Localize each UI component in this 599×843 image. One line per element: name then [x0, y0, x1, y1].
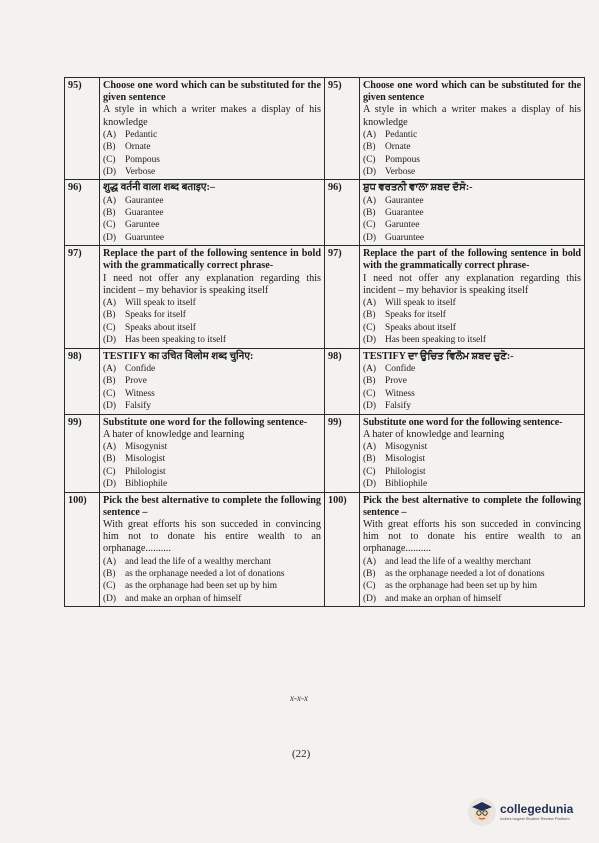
option-text: Garuntee [385, 220, 420, 231]
option-text: Gaurantee [125, 195, 164, 206]
answer-option [363, 400, 581, 412]
option-letter: (C) [363, 581, 376, 592]
option-letter: (A) [103, 129, 117, 140]
answer-option [103, 375, 321, 387]
answer-option [103, 309, 321, 321]
question-stem: A hater of knowledge and learning [363, 428, 505, 440]
option-letter: (C) [363, 322, 376, 333]
question-table [64, 77, 585, 607]
option-letter: (C) [103, 388, 116, 399]
option-text: Pedantic [125, 129, 158, 140]
option-text: Witness [125, 388, 155, 399]
option-text: Confide [125, 363, 156, 374]
option-letter: (C) [103, 322, 116, 333]
answer-option [103, 322, 321, 334]
option-text: as the orphanage needed a lot of donations [125, 568, 285, 579]
answer-option [363, 154, 581, 166]
answer-option [103, 478, 321, 490]
question-number: 97) [65, 246, 100, 348]
answer-option [363, 568, 581, 580]
collegedunia-logo [468, 798, 573, 826]
question-cell [360, 492, 585, 607]
option-text: Prove [125, 376, 147, 387]
question-text: ਸ਼ੁਧ ਵਰਤਨੀ ਵਾਲਾ ਸ਼ਬਦ ਦੱਸੋ:- [363, 182, 473, 194]
option-letter: (B) [103, 208, 116, 219]
question-cell [360, 348, 585, 414]
option-letter: (D) [103, 593, 117, 604]
option-text: Guaruntee [125, 232, 165, 243]
option-text: Verbose [385, 167, 416, 178]
option-text: and make an orphan of himself [125, 593, 242, 604]
answer-option [363, 207, 581, 219]
option-letter: (B) [363, 310, 376, 321]
option-letter: (C) [103, 581, 116, 592]
question-cell [360, 246, 585, 348]
option-text: as the orphanage had been set up by him [125, 581, 278, 592]
question-stem: A style in which a writer makes a display of his knowledge [103, 104, 321, 128]
answer-option [103, 441, 321, 453]
question-cell [100, 246, 325, 348]
question-number: 96) [325, 180, 360, 246]
option-letter: (D) [363, 167, 377, 178]
option-letter: (B) [103, 376, 116, 387]
question-stem: I need not offer any explanation regarding this incident – my behavior is speaking itself [103, 272, 321, 296]
option-letter: (A) [103, 441, 117, 452]
answer-option [363, 166, 581, 178]
answer-option [103, 400, 321, 412]
question-text: Substitute one word for the following sentence- [103, 416, 308, 428]
option-text: Philologist [385, 466, 426, 477]
option-text: Misogynist [125, 441, 168, 452]
option-text: Bibliophile [385, 479, 428, 490]
option-letter: (A) [363, 363, 377, 374]
answer-option [103, 388, 321, 400]
question-number: 99) [65, 414, 100, 492]
answer-option [363, 232, 581, 244]
answer-option [103, 232, 321, 244]
option-text: as the orphanage had been set up by him [385, 581, 538, 592]
question-stem: With great efforts his son succeded in convincing him not to donate his entire wealth to an orphanage.......... [103, 518, 321, 555]
answer-option [103, 580, 321, 592]
answer-option [363, 441, 581, 453]
option-letter: (B) [103, 568, 116, 579]
answer-option [363, 309, 581, 321]
option-text: Garuntee [125, 220, 160, 231]
answer-option [103, 453, 321, 465]
question-cell [100, 180, 325, 246]
question-number: 97) [325, 246, 360, 348]
question-stem: A style in which a writer makes a display of his knowledge [363, 104, 581, 128]
option-letter: (A) [363, 195, 377, 206]
answer-option [363, 322, 581, 334]
option-text: Confide [385, 363, 416, 374]
option-letter: (B) [103, 454, 116, 465]
answer-option [103, 166, 321, 178]
option-text: Has been speaking to itself [125, 335, 227, 346]
option-letter: (A) [103, 298, 117, 309]
answer-option [363, 580, 581, 592]
option-text: Falsify [125, 401, 152, 412]
option-letter: (D) [103, 232, 117, 243]
option-text: Speaks for itself [385, 310, 446, 321]
answer-option [103, 219, 321, 231]
option-text: Prove [385, 376, 407, 387]
option-letter: (C) [363, 466, 376, 477]
option-letter: (D) [103, 167, 117, 178]
option-letter: (B) [363, 142, 376, 153]
question-number: 100) [65, 492, 100, 607]
answer-option [103, 466, 321, 478]
question-row [65, 246, 585, 348]
option-letter: (A) [363, 129, 377, 140]
question-text: TESTIFY ਦਾ ਉਚਿਤ ਵਿਲੋਮ ਸ਼ਬਦ ਚੁਣੋ:- [363, 350, 514, 362]
option-text: and make an orphan of himself [385, 593, 502, 604]
option-text: Misologist [125, 454, 166, 465]
option-text: Philologist [125, 466, 166, 477]
question-text: TESTIFY का उचित विलोम शब्द चुनिए: [103, 350, 254, 362]
question-number: 95) [325, 78, 360, 180]
answer-option [363, 375, 581, 387]
answer-option [363, 466, 581, 478]
answer-option [363, 219, 581, 231]
option-letter: (D) [103, 479, 117, 490]
option-text: Speaks about itself [125, 322, 196, 333]
answer-option [103, 154, 321, 166]
answer-option [363, 129, 581, 141]
answer-option [103, 556, 321, 568]
option-text: Ornate [385, 142, 411, 153]
answer-option [363, 334, 581, 346]
question-stem: I need not offer any explanation regarding this incident – my behavior is speaking itself [363, 272, 581, 296]
option-text: Bibliophile [125, 479, 168, 490]
graduate-icon [468, 798, 496, 826]
question-text: Replace the part of the following sentence in bold with the grammatically correct phrase- [103, 248, 321, 272]
question-text: Replace the part of the following sentence in bold with the grammatically correct phrase- [363, 248, 581, 272]
question-text: शुद्ध वर्तनी वाला शब्द बताइए:– [103, 182, 215, 194]
question-number: 98) [65, 348, 100, 414]
question-row [65, 492, 585, 607]
option-letter: (C) [363, 220, 376, 231]
option-letter: (A) [363, 298, 377, 309]
question-number: 99) [325, 414, 360, 492]
question-text: Pick the best alternative to complete the following sentence – [363, 494, 581, 518]
option-text: Speaks for itself [125, 310, 186, 321]
option-text: as the orphanage needed a lot of donations [385, 568, 545, 579]
answer-option [103, 129, 321, 141]
answer-option [103, 195, 321, 207]
question-cell [100, 492, 325, 607]
option-letter: (D) [363, 232, 377, 243]
end-mark: x-x-x [290, 693, 308, 703]
option-text: and lead the life of a wealthy merchant [125, 556, 272, 567]
question-row [65, 180, 585, 246]
option-text: and lead the life of a wealthy merchant [385, 556, 532, 567]
question-cell [100, 348, 325, 414]
option-text: Falsify [385, 401, 412, 412]
option-letter: (A) [103, 556, 117, 567]
option-letter: (D) [363, 335, 377, 346]
option-letter: (D) [363, 479, 377, 490]
option-text: Verbose [125, 167, 156, 178]
option-letter: (A) [363, 441, 377, 452]
question-text: Substitute one word for the following sentence- [363, 416, 563, 428]
question-text: Pick the best alternative to complete the following sentence – [103, 494, 321, 518]
option-text: Gaurantee [385, 195, 424, 206]
question-text: Choose one word which can be substituted for the given sentence [103, 80, 321, 104]
question-stem: With great efforts his son succeded in convincing him not to donate his entire wealth to an orphanage.......... [363, 518, 581, 555]
option-letter: (C) [363, 388, 376, 399]
option-text: Has been speaking to itself [385, 335, 487, 346]
option-letter: (A) [363, 556, 377, 567]
option-letter: (A) [103, 195, 117, 206]
option-letter: (B) [363, 568, 376, 579]
answer-option [103, 334, 321, 346]
question-cell [100, 78, 325, 180]
question-cell [100, 414, 325, 492]
option-text: Will speak to itself [125, 298, 196, 309]
answer-option [103, 297, 321, 309]
option-text: Speaks about itself [385, 322, 456, 333]
question-number: 98) [325, 348, 360, 414]
option-letter: (D) [363, 593, 377, 604]
answer-option [103, 363, 321, 375]
option-letter: (D) [363, 401, 377, 412]
option-text: Ornate [125, 142, 151, 153]
answer-option [103, 568, 321, 580]
option-text: Pedantic [385, 129, 418, 140]
option-text: Guaruntee [385, 232, 425, 243]
answer-option [363, 363, 581, 375]
option-letter: (B) [363, 454, 376, 465]
answer-option [363, 141, 581, 153]
logo-tagline: India's largest Student Review Platform [500, 816, 570, 821]
option-text: Witness [385, 388, 415, 399]
option-text: Misogynist [385, 441, 428, 452]
question-cell [360, 180, 585, 246]
answer-option [103, 141, 321, 153]
option-letter: (B) [363, 208, 376, 219]
answer-option [363, 453, 581, 465]
answer-option [363, 195, 581, 207]
question-stem: A hater of knowledge and learning [103, 428, 245, 440]
question-text: Choose one word which can be substituted for the given sentence [363, 80, 581, 104]
option-letter: (C) [103, 220, 116, 231]
answer-option [363, 478, 581, 490]
answer-option [363, 556, 581, 568]
option-letter: (D) [103, 401, 117, 412]
option-letter: (C) [363, 154, 376, 165]
answer-option [103, 593, 321, 605]
option-letter: (C) [103, 154, 116, 165]
answer-option [363, 297, 581, 309]
question-cell [360, 78, 585, 180]
answer-option [363, 593, 581, 605]
option-letter: (B) [363, 376, 376, 387]
question-number: 96) [65, 180, 100, 246]
question-number: 100) [325, 492, 360, 607]
option-letter: (B) [103, 310, 116, 321]
question-number: 95) [65, 78, 100, 180]
option-text: Pompous [385, 154, 420, 165]
option-text: Misologist [385, 454, 426, 465]
question-row [65, 78, 585, 180]
option-letter: (C) [103, 466, 116, 477]
option-text: Will speak to itself [385, 298, 456, 309]
option-text: Pompous [125, 154, 160, 165]
question-row [65, 348, 585, 414]
option-letter: (A) [103, 363, 117, 374]
answer-option [103, 207, 321, 219]
option-letter: (D) [103, 335, 117, 346]
question-cell [360, 414, 585, 492]
page-number: (22) [292, 748, 311, 760]
option-text: Guarantee [125, 208, 164, 219]
logo-brand: collegedunia [500, 802, 574, 816]
answer-option [363, 388, 581, 400]
option-text: Guarantee [385, 208, 424, 219]
question-row [65, 414, 585, 492]
option-letter: (B) [103, 142, 116, 153]
